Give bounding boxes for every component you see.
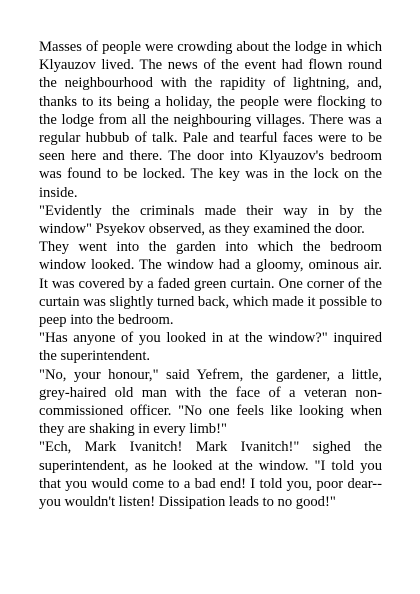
paragraph-6: "Ech, Mark Ivanitch! Mark Ivanitch!" sighed the superintendent, as he looked at the window. "I told you that you would come to a bad end! I told you, poor dear--you wouldn't listen! Dissipation leads to no good!"	[39, 439, 382, 511]
paragraph-4: "Has anyone of you looked in at the window?" inquired the superintendent.	[39, 330, 382, 365]
paragraph-1: Masses of people were crowding about the lodge in which Klyauzov lived. The news of the event had flown round the neighbourhood with the rapidity of lightning, and, thanks to its being a holiday, the people were flocking to the lodge from all the neighbouring villages. There was a regular hubbub of talk. Pale and tearful faces were to be seen here and there. The door into Klyauzov's bedroom was found to be locked. The key was in the lock on the inside.	[39, 39, 382, 201]
paragraph-2: "Evidently the criminals made their way in by the window" Psyekov observed, as they examined the door.	[39, 202, 382, 238]
paragraph-5: "No, your honour," said Yefrem, the gardener, a little, grey-haired old man with the face of a veteran non-commissioned officer. "No one feels like looking when they are shaking in every limb!"	[39, 366, 382, 438]
paragraph-3: They went into the garden into which the bedroom window looked. The window had a gloomy, ominous air. It was covered by a faded green curtain. One corner of the curtain was slightly turned back, which made it possible to peep into the bedroom.	[39, 239, 382, 329]
document-page	[39, 38, 382, 511]
